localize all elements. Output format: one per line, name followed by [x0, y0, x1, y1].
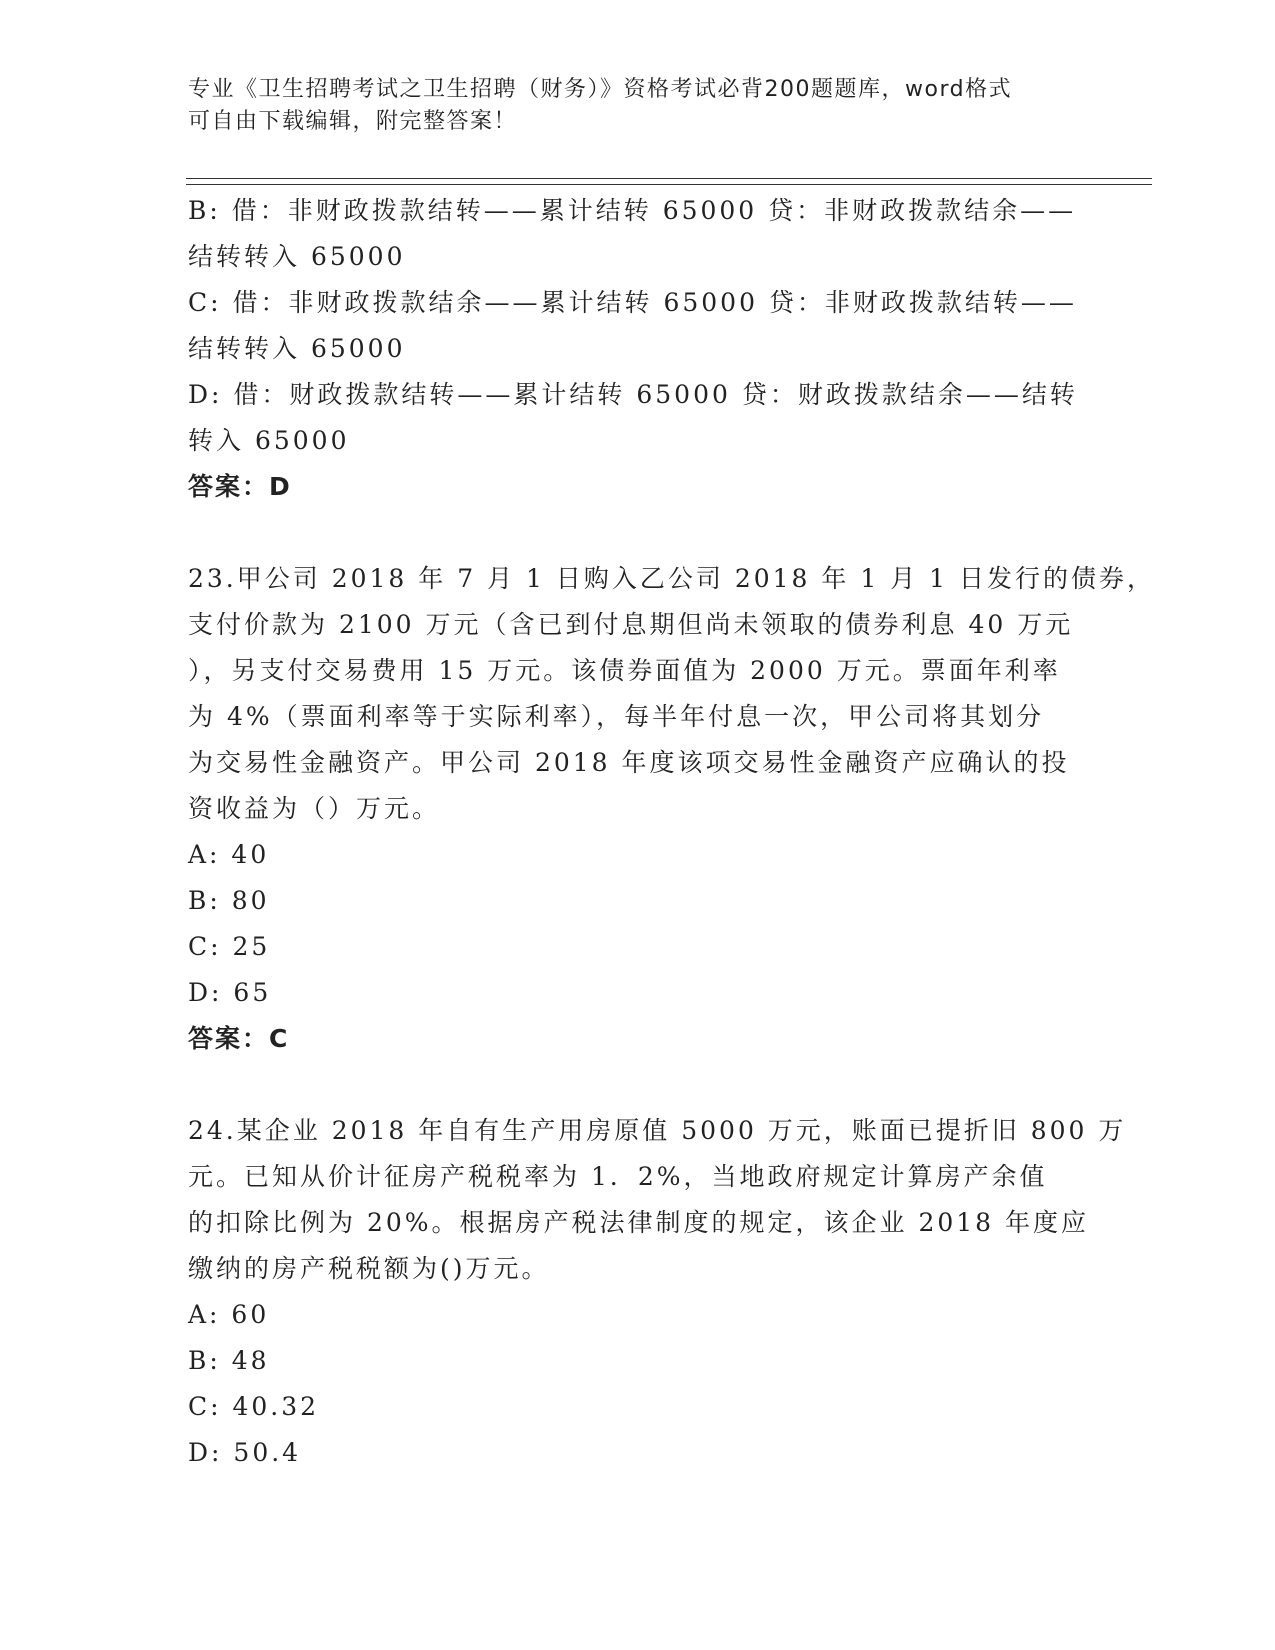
q22-option-c-line-2: 结转转入 65000 — [188, 334, 406, 363]
q23-stem-line-1: 23.甲公司 2018 年 7 月 1 日购入乙公司 2018 年 1 月 1 日发行的债券， — [188, 564, 1155, 593]
q24-option-c: C: 40.32 — [188, 1392, 320, 1421]
q22-option-b-line-2: 结转转入 65000 — [188, 242, 406, 271]
q24-stem-line-2: 元。已知从价计征房产税税率为 1．2%，当地政府规定计算房产余值 — [188, 1162, 1048, 1191]
q23-option-c: C: 25 — [188, 932, 271, 961]
q23-option-a: A: 40 — [188, 840, 270, 869]
header-line-1: 专业《卫生招聘考试之卫生招聘（财务）》资格考试必背200题题库，word格式 — [188, 77, 1013, 102]
q22-answer: 答案：D — [188, 472, 292, 501]
q22-option-b-line-1: B: 借：非财政拨款结转——累计结转 65000 贷：非财政拨款结余—— — [188, 196, 1077, 225]
header-divider-top — [186, 178, 1152, 179]
header-line-2: 可自由下载编辑，附完整答案！ — [188, 109, 518, 134]
q24-stem-line-3: 的扣除比例为 20%。根据房产税法律制度的规定，该企业 2018 年度应 — [188, 1208, 1090, 1237]
q24-stem-line-4: 缴纳的房产税税额为()万元。 — [188, 1254, 550, 1283]
question-24-block — [188, 1108, 1127, 1476]
q22-option-d-line-2: 转入 65000 — [188, 426, 350, 455]
q23-stem-line-2: 支付价款为 2100 万元（含已到付息期但尚未领取的债券利息 40 万元 — [188, 610, 1074, 639]
q24-stem-line-1: 24.某企业 2018 年自有生产用房原值 5000 万元，账面已提折旧 800 万 — [188, 1116, 1127, 1145]
q22-option-d-line-1: D: 借：财政拨款结转——累计结转 65000 贷：财政拨款结余——结转 — [188, 380, 1078, 409]
q23-stem-line-6: 资收益为（）万元。 — [188, 794, 441, 823]
q23-option-d: D: 65 — [188, 978, 272, 1007]
q24-option-d: D: 50.4 — [188, 1438, 302, 1467]
q23-stem-line-5: 为交易性金融资产。甲公司 2018 年度该项交易性金融资产应确认的投 — [188, 748, 1070, 777]
q24-option-b: B: 48 — [188, 1346, 270, 1375]
q24-option-a: A: 60 — [188, 1300, 270, 1329]
spacer — [188, 510, 1088, 556]
q22-option-c-line-1: C: 借：非财政拨款结余——累计结转 65000 贷：非财政拨款结转—— — [188, 288, 1077, 317]
q23-stem-line-3: ），另支付交易费用 15 万元。该债券面值为 2000 万元。票面年利率 — [188, 656, 1061, 685]
q23-answer: 答案：C — [188, 1024, 290, 1053]
q23-option-b: B: 80 — [188, 886, 270, 915]
header-divider-bottom — [186, 184, 1152, 185]
question-23-block — [188, 556, 1155, 1062]
question-content — [188, 188, 1155, 1476]
q23-stem-line-4: 为 4%（票面利率等于实际利率），每半年付息一次，甲公司将其划分 — [188, 702, 1045, 731]
spacer — [188, 1062, 1088, 1108]
document-header — [188, 74, 1068, 138]
question-22-block — [188, 188, 1088, 510]
